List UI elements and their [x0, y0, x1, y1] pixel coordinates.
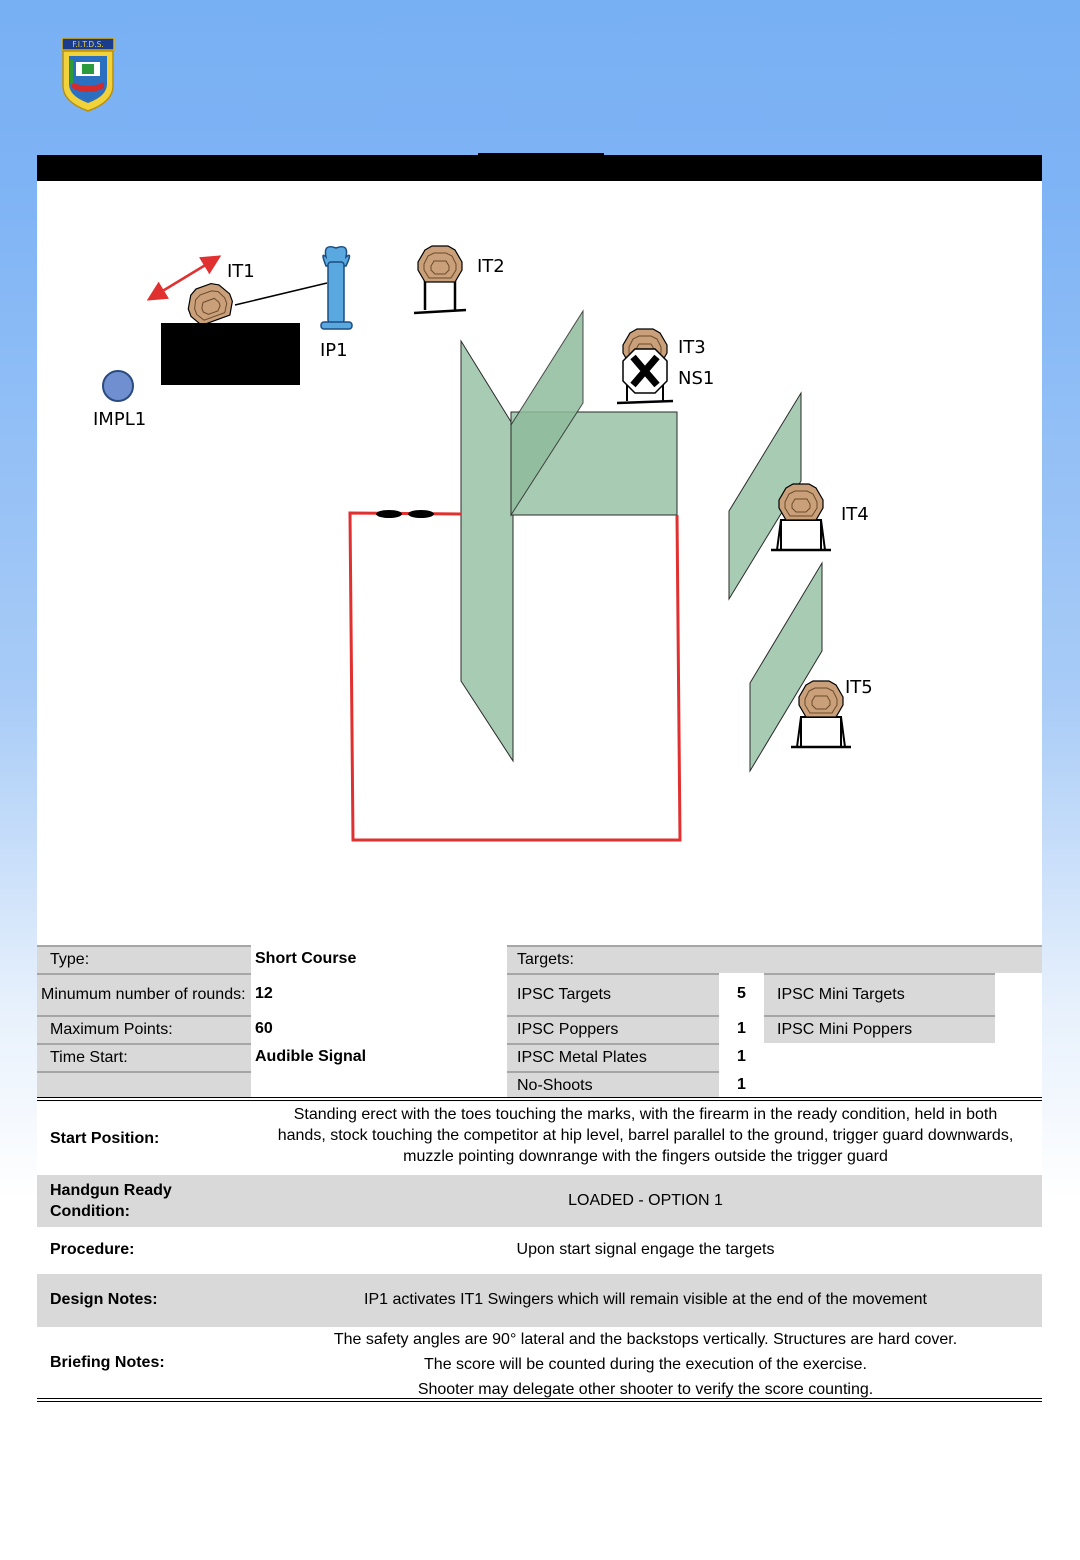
- mini-poppers-label: IPSC Mini Poppers: [764, 1015, 995, 1043]
- procedure-row: [37, 1227, 1042, 1274]
- ns1-noshoot: [623, 349, 667, 393]
- target-name-noshoots: No-Shoots: [507, 1071, 719, 1098]
- target-count-noshoots: 1: [737, 1075, 746, 1093]
- fitds-logo: [60, 38, 116, 112]
- start-position-text: Standing erect with the toes touching the marks, with the firearm in the ready condition, held in both hands, stock touching the competitor at hip level, barrel parallel to the ground, trigger guard downwards, muzzle pointing downrange with the fingers outside the trigger guard: [277, 1106, 1014, 1165]
- label-it4: IT4: [841, 504, 869, 525]
- logo-text: F.I.T.D.S.: [72, 40, 104, 49]
- start-mark-left: [376, 510, 402, 518]
- it1-cover-box: [161, 323, 300, 385]
- rounds-label: Minumum number of rounds:: [37, 973, 251, 1015]
- type-value: Short Course: [255, 950, 357, 967]
- points-label: Maximum Points:: [37, 1015, 251, 1043]
- target-name-poppers: IPSC Poppers: [507, 1015, 719, 1043]
- target-count-plates: 1: [737, 1048, 746, 1065]
- label-it2: IT2: [477, 256, 505, 277]
- separator-bottom: [37, 1398, 1042, 1402]
- design-notes-label: Design Notes:: [50, 1291, 158, 1308]
- points-value: 60: [255, 1020, 273, 1037]
- activation-line: [235, 283, 327, 305]
- design-notes-row: [37, 1274, 1042, 1327]
- shooting-area: [350, 513, 680, 840]
- ip1-popper: [321, 247, 352, 329]
- ready-condition-row: [37, 1175, 1042, 1227]
- stage-info-table: [37, 945, 1042, 1100]
- it5-target: [791, 681, 851, 747]
- design-notes-value: IP1 activates IT1 Swingers which will remain visible at the end of the movement: [364, 1291, 927, 1308]
- separator-top: [37, 1097, 1042, 1101]
- briefing-notes-label: Briefing Notes:: [50, 1354, 165, 1371]
- time-start-label: Time Start:: [37, 1043, 251, 1071]
- it1-target: [183, 279, 237, 328]
- target-name-ipsc: IPSC Targets: [507, 973, 719, 1015]
- it2-target: [414, 246, 466, 313]
- procedure-label: Procedure:: [50, 1241, 135, 1258]
- impl1-circle: [103, 371, 133, 401]
- label-ns1: NS1: [678, 368, 715, 389]
- label-impl1: IMPL1: [93, 409, 147, 430]
- wall-long: [461, 341, 513, 761]
- briefing-notes-row: [37, 1327, 1042, 1399]
- start-position-row: [37, 1102, 1042, 1175]
- rounds-value: 12: [255, 985, 273, 1002]
- label-it1: IT1: [227, 261, 255, 282]
- briefing-notes-text: The safety angles are 90° lateral and the backstops vertically. Structures are hard cover. The score will be counted during the execution of the exercise. Shooter may delegate other shooter to verify the score counting.: [333, 1331, 958, 1398]
- label-it5: IT5: [845, 677, 873, 698]
- stage-diagram: [37, 181, 1042, 945]
- procedure-value: Upon start signal engage the targets: [516, 1241, 775, 1258]
- header-bar: [37, 155, 1042, 181]
- ready-condition-value: LOADED - OPTION 1: [568, 1192, 723, 1209]
- target-count-ipsc: 5: [737, 985, 746, 1002]
- time-start-value: Audible Signal: [255, 1048, 367, 1065]
- ready-condition-label: Handgun Ready Condition:: [50, 1182, 172, 1220]
- target-name-plates: IPSC Metal Plates: [507, 1043, 719, 1071]
- targets-label: Targets:: [507, 945, 1042, 973]
- target-count-poppers: 1: [737, 1020, 746, 1037]
- label-ip1: IP1: [320, 340, 348, 361]
- label-it3: IT3: [678, 337, 706, 358]
- start-mark-right: [408, 510, 434, 518]
- type-label: Type:: [37, 945, 251, 973]
- empty-label-cell: [37, 1071, 251, 1098]
- mini-targets-label: IPSC Mini Targets: [764, 973, 995, 1015]
- start-position-label: Start Position:: [50, 1130, 160, 1147]
